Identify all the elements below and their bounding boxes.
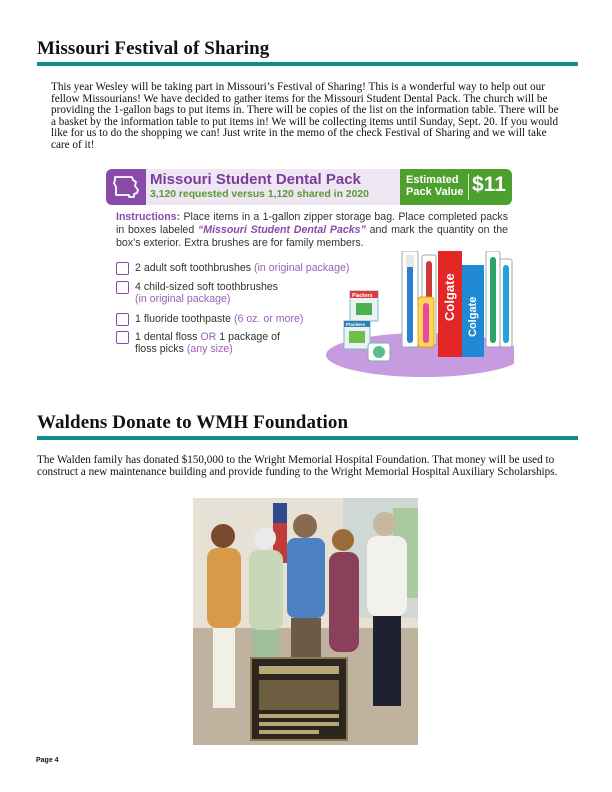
page-number: Page 4 — [36, 757, 59, 764]
checklist-item-text — [135, 313, 303, 325]
item-note: (any size) — [186, 343, 233, 355]
item-label: 1 dental floss — [135, 331, 198, 343]
dental-pack-title: Missouri Student Dental Pack — [150, 171, 361, 188]
toothpaste-box-icon — [438, 251, 484, 357]
dental-products-illustration — [314, 251, 514, 379]
toothpaste-brand-text: Colgate — [442, 273, 457, 321]
pack-value-label — [406, 174, 464, 198]
checkbox-icon — [116, 313, 129, 326]
floss-brand-text: Plackers — [352, 293, 373, 299]
section-heading-festival: Missouri Festival of Sharing — [37, 38, 270, 59]
item-note: (6 oz. or more) — [233, 313, 304, 325]
missouri-map-icon — [106, 169, 146, 205]
floss-pack-icon — [368, 343, 390, 361]
toothbrush-pack-icon — [486, 251, 512, 347]
item-label: 4 child-sized soft toothbrushes — [135, 281, 279, 293]
section-heading-waldens: Waldens Donate to WMH Foundation — [37, 412, 349, 433]
checkbox-icon — [116, 262, 129, 275]
pack-value-label-line1: Estimated — [406, 174, 459, 186]
checklist-item-text — [135, 331, 280, 355]
pack-value-amount: $11 — [472, 173, 506, 196]
checklist-item-text — [135, 281, 278, 305]
instructions-text-1: Place items in a 1-gallon zipper storage bag. Place completed packs in boxes labeled — [116, 211, 508, 236]
dental-pack-banner — [106, 169, 512, 205]
section-rule — [37, 436, 578, 440]
floss-brand-text-2: Plackers — [346, 322, 365, 327]
item-note: (in original package) — [253, 262, 350, 274]
kids-toothbrush-icon — [418, 297, 434, 347]
checkbox-icon — [116, 331, 129, 344]
instructions-emphasis: “Missouri Student Dental Packs” — [197, 224, 366, 236]
dental-pack-subtitle: 3,120 requested versus 1,120 shared in 2020 — [150, 189, 369, 200]
toothpaste-brand-text-2: Colgate — [467, 296, 479, 337]
item-label-3: floss picks — [135, 343, 184, 355]
dental-pack-flyer — [106, 169, 514, 379]
dental-pack-instructions — [116, 211, 508, 250]
instructions-text-2: and mark the quantity on the box’s exterior. Extra brushes are for family members. — [116, 224, 509, 249]
pack-value-divider — [468, 174, 469, 200]
waldens-paragraph: The Walden family has donated $150,000 to the Wright Memorial Hospital Foundation. That money will be used to construct a new maintenance building and provide funding to the Wright Memorial Hospital Auxiliary Scholarships. — [37, 454, 558, 478]
item-label: 1 fluoride toothpaste — [135, 313, 232, 325]
item-or: OR — [200, 331, 217, 343]
floss-box-icon — [350, 291, 378, 321]
pack-value-label-line2: Pack Value — [406, 186, 464, 198]
checkbox-icon — [116, 281, 129, 294]
instructions-label: Instructions: — [116, 211, 181, 223]
item-label-2: 1 package of — [219, 331, 280, 343]
item-note: (in original package) — [135, 293, 231, 305]
walden-family-photo — [193, 498, 418, 745]
item-label: 2 adult soft toothbrushes — [135, 262, 252, 274]
pack-value-badge — [400, 169, 512, 205]
floss-box-icon — [344, 321, 370, 349]
festival-paragraph: This year Wesley will be taking part in Missouri’s Festival of Sharing! This is a wonderful way to help out our fellow Missourians! We have decided to gather items for the Missouri Student Dental Pack. The church will be providing the 1-gallon bags to put items in. There will be copies of the list on the information table. There will be a basket by the information table to put items in! We will be collecting items until Sunday, Sept. 20. If you would like for us to do the shopping we can! Just write in the memo of the check Festival of Sharing and we will take care of it! — [51, 81, 559, 151]
section-rule — [37, 62, 578, 66]
